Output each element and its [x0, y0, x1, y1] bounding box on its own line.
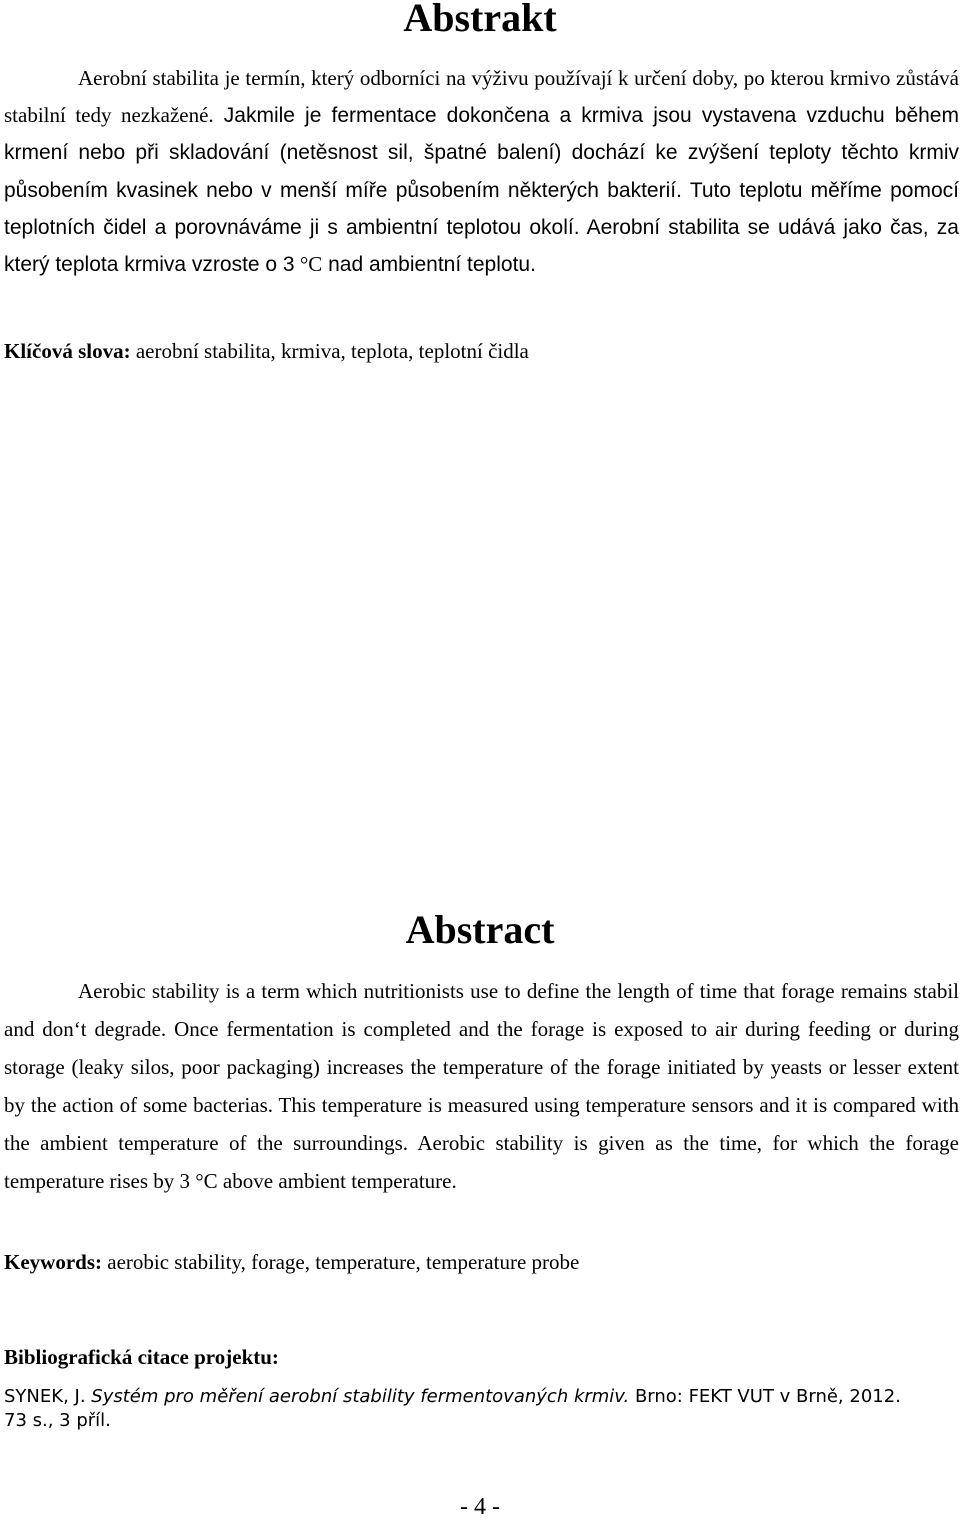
english-keywords [4, 1250, 959, 1275]
bibliography-heading: Bibliografická citace projektu: [4, 1345, 279, 1369]
abstract-heading: Abstract [405, 907, 555, 952]
abstrakt-text-serif: Aerobní stabilita je termín, který odborníci na výživu používají k určení doby, po kterou krmivo zůstává stabilní tedy nezkažené. [4, 66, 959, 128]
czech-keywords [4, 339, 959, 364]
abstrakt-unit: °C [294, 252, 323, 277]
czech-keywords-label: Klíčová slova: [4, 339, 131, 363]
citation-title: Systém pro měření aerobní stability fermentovaných krmiv. [91, 1386, 630, 1407]
page-number: - 4 - [460, 1494, 500, 1520]
abstrakt-paragraph [4, 60, 959, 283]
citation-publication: Brno: FEKT VUT v Brně, 2012. 73 s., 3 příl. [4, 1386, 901, 1431]
citation-author: SYNEK, J. [4, 1386, 92, 1407]
abstrakt-text-end: nad ambientní teplotu. [322, 253, 536, 277]
czech-keywords-list: aerobní stabilita, krmiva, teplota, teplotní čidla [130, 339, 529, 363]
bibliographic-citation [4, 1385, 924, 1433]
abstract-paragraph: Aerobic stability is a term which nutritionists use to define the length of time that forage remains stabil and don‘t degrade. Once fermentation is completed and the forage is exposed to air during feeding or during storage (leaky silos, poor packaging) increases the temperature of the forage initiated by yeasts or lesser extent by the action of some bacterias. This temperature is measured using temperature sensors and it is compared with the ambient temperature of the surroundings. Aerobic stability is given as the time, for which the forage temperature rises by 3 °C above ambient temperature. [4, 979, 959, 1193]
abstrakt-heading: Abstrakt [403, 0, 557, 40]
english-keywords-list: aerobic stability, forage, temperature, temperature probe [102, 1250, 580, 1274]
english-keywords-label: Keywords: [4, 1250, 102, 1274]
abstrakt-text-sans: Jakmile je fermentace dokončena a krmiva jsou vystavena vzduchu během krmení nebo při skladování (netěsnost sil, špatné balení) dochází ke zvýšení teploty těchto krmiv působením kvasinek nebo v menší míře působením některých bakterií. Tuto teplotu měříme pomocí teplotních čidel a porovnáváme ji s ambientní teplotou okolí. Aerobní stabilita se udává jako čas, za který teplota krmiva vzroste o 3 [4, 104, 959, 277]
